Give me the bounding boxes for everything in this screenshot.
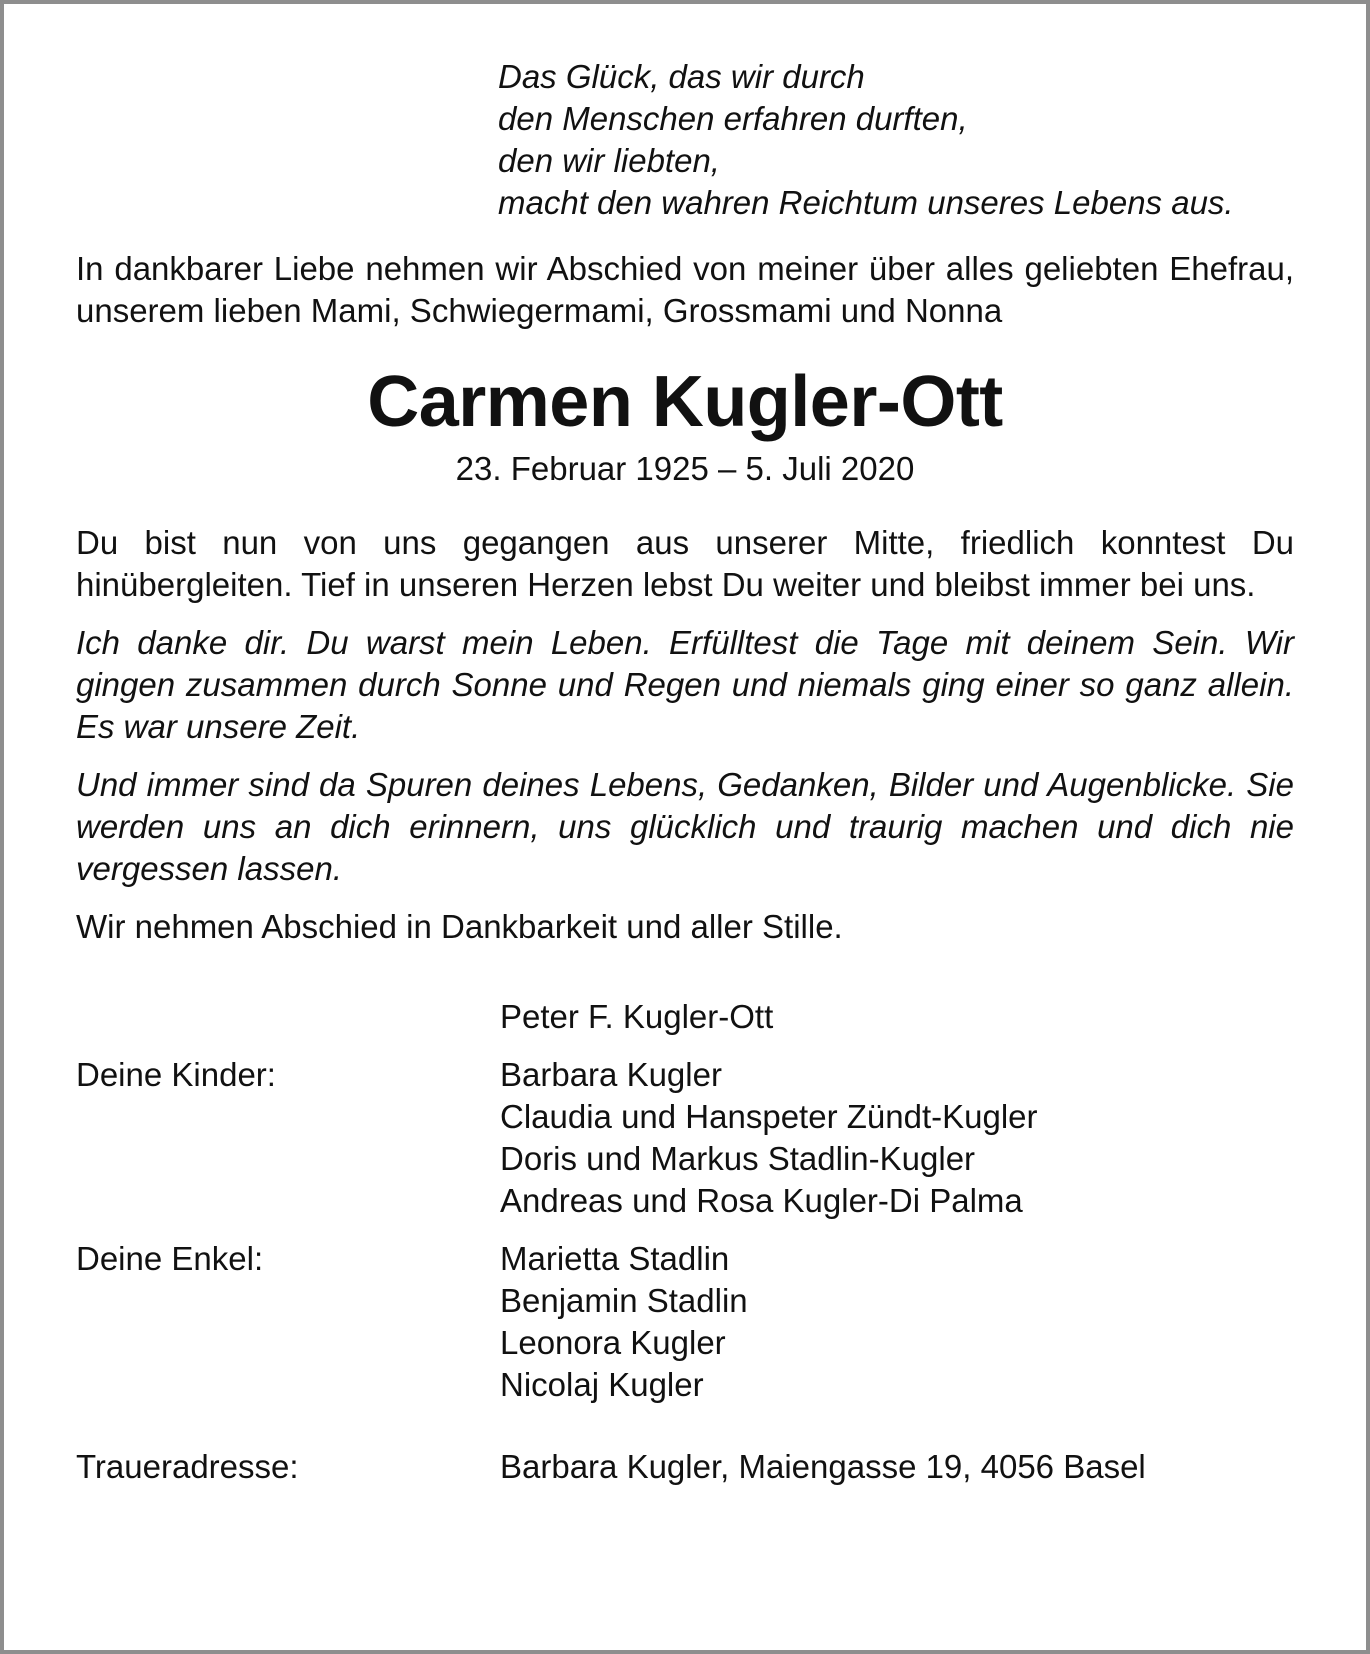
grandchild-name: Nicolaj Kugler (500, 1366, 704, 1403)
children-names (500, 1054, 1038, 1222)
grandchildren-names (500, 1238, 748, 1406)
spouse-name: Peter F. Kugler-Ott (500, 998, 774, 1035)
motto-line: macht den wahren Reichtum unseres Lebens aus. (498, 184, 1234, 221)
obituary-notice (76, 56, 1294, 1488)
address-row (76, 1446, 1294, 1488)
children-label: Deine Kinder: (76, 1056, 276, 1093)
grandchildren-row (76, 1238, 1294, 1406)
mourning-address: Barbara Kugler, Maiengasse 19, 4056 Basel (500, 1448, 1146, 1485)
children-row (76, 1054, 1294, 1222)
life-dates: 23. Februar 1925 – 5. Juli 2020 (455, 450, 915, 487)
motto-poem (498, 56, 1294, 224)
child-name: Doris und Markus Stadlin-Kugler (500, 1140, 976, 1177)
paragraph-farewell: Du bist nun von uns gegangen aus unserer Mitte, friedlich konntest Du hinübergleiten. Tief in unseren Herzen lebst Du weiter und bleibst immer bei uns. (76, 524, 1294, 603)
motto-line: Das Glück, das wir durch (498, 58, 865, 95)
mourners-list (76, 996, 1294, 1488)
child-name: Andreas und Rosa Kugler-Di Palma (500, 1182, 1023, 1219)
grandchild-name: Leonora Kugler (500, 1324, 726, 1361)
grandchild-name: Marietta Stadlin (500, 1240, 730, 1277)
paragraph-memories: Und immer sind da Spuren deines Lebens, Gedanken, Bilder und Augenblicke. Sie werden uns an dich erinnern, uns glücklich und traurig machen und dich nie vergessen lassen. (76, 766, 1294, 887)
paragraph-thanks: Ich danke dir. Du warst mein Leben. Erfülltest die Tage mit deinem Sein. Wir gingen zusammen durch Sonne und Regen und niemals ging einer so ganz allein. Es war unsere Zeit. (76, 624, 1294, 745)
child-name: Claudia und Hanspeter Zündt-Kugler (500, 1098, 1038, 1135)
spouse-row (76, 996, 1294, 1038)
grandchild-name: Benjamin Stadlin (500, 1282, 748, 1319)
motto-line: den Menschen erfahren durften, (498, 100, 968, 137)
motto-line: den wir liebten, (498, 142, 720, 179)
intro-text: In dankbarer Liebe nehmen wir Abschied von meiner über alles geliebten Ehefrau, unserem lieben Mami, Schwiegermami, Grossmami und Nonna (76, 250, 1294, 329)
paragraph-closing: Wir nehmen Abschied in Dankbarkeit und aller Stille. (76, 908, 843, 945)
child-name: Barbara Kugler (500, 1056, 722, 1093)
deceased-name: Carmen Kugler-Ott (367, 362, 1003, 442)
grandchildren-label: Deine Enkel: (76, 1240, 264, 1277)
address-label: Traueradresse: (76, 1448, 299, 1485)
